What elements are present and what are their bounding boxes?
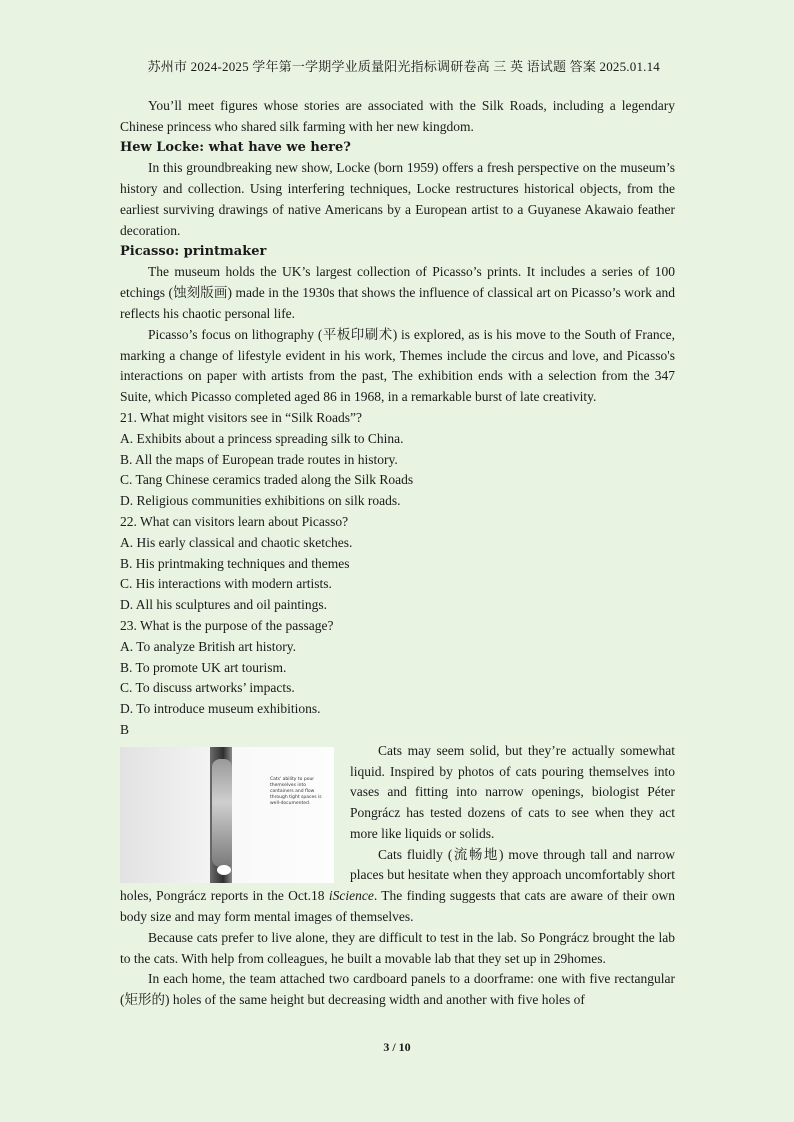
- photo-caption: Cats' ability to pour themselves into containers and flow through tight spaces is well-documented.: [270, 776, 322, 806]
- question-option: A. His early classical and chaotic sketches.: [120, 534, 353, 550]
- picasso-paragraph-2: Picasso’s focus on lithography (平板印刷术) is explored, as is his move to the South of France, marking a change of lifestyle evident in his work, Themes include the circus and love, and Picasso's interactions on paper with artists from the past, The exhibition ends with a selection from the 347 Suite, which Picasso completed aged 86 in 1968, in a remarkable burst of late creativity.: [120, 326, 675, 405]
- question-option: A. Exhibits about a princess spreading silk to China.: [120, 430, 404, 446]
- cats-paragraph-1: Cats may seem solid, but they’re actually somewhat liquid. Inspired by photos of cats pouring themselves into vases and fitting into narrow openings, biologist Péter Pongrácz has tested dozens of cats to see when they act more like liquids or solids.: [350, 742, 675, 841]
- question-option: C. His interactions with modern artists.: [120, 576, 332, 592]
- question-stem: 22. What can visitors learn about Picasso?: [120, 513, 349, 529]
- question-option: C. Tang Chinese ceramics traded along the Silk Roads: [120, 472, 414, 488]
- question-21: [120, 408, 675, 512]
- question-option: D. To introduce museum exhibitions.: [120, 701, 321, 717]
- question-option: B. All the maps of European trade routes in history.: [120, 451, 398, 467]
- question-23: [120, 616, 675, 720]
- question-option: B. His printmaking techniques and themes: [120, 555, 350, 571]
- cats-paragraph-3: Because cats prefer to live alone, they are difficult to test in the lab. So Pongrácz brought the lab to the cats. With help from colleagues, he built a movable lab that they set up in 29homes.: [120, 929, 675, 966]
- question-22: [120, 512, 675, 616]
- cat-photo: [120, 747, 334, 883]
- cat-article: [120, 741, 675, 928]
- question-option: B. To promote UK art tourism.: [120, 659, 287, 675]
- question-option: A. To analyze British art history.: [120, 638, 297, 654]
- cats-paragraph-2-post: . The finding suggests that cats are aware of their own body size and may form mental images of themselves.: [120, 888, 675, 925]
- cats-paragraph-2-pre: Cats fluidly (流畅地) move through tall and narrow places but hesitate when they approach uncomfortably short holes, Pongrácz reports in the Oct.18: [120, 846, 675, 904]
- locke-paragraph: In this groundbreaking new show, Locke (born 1959) offers a fresh perspective on the museum’s history and collection. Using interfering techniques, Locke restructures historical objects, from the earliest surviving drawings of native Americans by a European artist to a Guyanese Akawaio feather decoration.: [120, 160, 675, 238]
- journal-name: iScience: [328, 888, 374, 904]
- question-option: C. To discuss artworks’ impacts.: [120, 680, 295, 696]
- silk-roads-paragraph: You’ll meet figures whose stories are associated with the Silk Roads, including a legendary Chinese princess who shared silk farming with her new kingdom.: [120, 98, 675, 134]
- page-content: [120, 96, 675, 1011]
- question-option: D. All his sculptures and oil paintings.: [120, 597, 327, 613]
- page-header: 苏州市 2024-2025 学年第一学期学业质量阳光指标调研卷高 三 英 语试题 答案 2025.01.14: [147, 59, 660, 74]
- cat-figure: [212, 759, 232, 867]
- wall-shape: [120, 747, 210, 883]
- page-number: 3 / 10: [383, 1040, 411, 1054]
- question-stem: 23. What is the purpose of the passage?: [120, 617, 334, 633]
- question-option: D. Religious communities exhibitions on silk roads.: [120, 493, 401, 509]
- cats-paragraph-4: In each home, the team attached two cardboard panels to a doorframe: one with five rectangular (矩形的) holes of the same height but decreasing width and another with five holes of: [120, 971, 675, 1008]
- picasso-heading: Picasso: printmaker: [120, 243, 267, 259]
- section-b-label: B: [120, 721, 130, 737]
- question-stem: 21. What might visitors see in “Silk Roads”?: [120, 409, 362, 425]
- cat-paw: [217, 865, 231, 875]
- picasso-paragraph-1: The museum holds the UK’s largest collection of Picasso’s prints. It includes a series of 100 etchings (蚀刻版画) made in the 1930s that shows the influence of classical art on Picasso’s work and reflects his chaotic personal life.: [120, 264, 675, 321]
- locke-heading: Hew Locke: what have we here?: [120, 139, 351, 155]
